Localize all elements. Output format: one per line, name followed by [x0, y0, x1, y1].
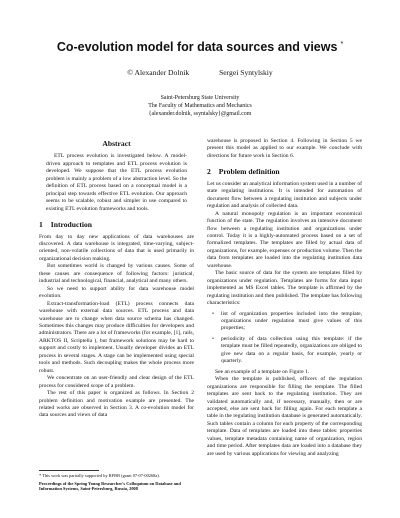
section-heading [39, 221, 194, 228]
list-item-text: list of organization properties included into the template, organizations under regulation must give values of this properties; [221, 310, 362, 332]
bullet-icon: • [212, 335, 214, 342]
list-item-text: periodicity of data collection using this template: if the template must be filled repeatedly, organizations are obliged to give new data on a regular basis, for example, yearly or quarterly. [221, 335, 362, 365]
abstract-text: ETL process evolution is investigated below. A model-driven approach to templates and ETL process evolution is developed. We suppose that the ETL process evolution problem is mainly a problem of a low abstraction level. So the definition of ETL process based on a conceptual model is a principal step towards effective ETL evolution. Our approach seems to be scalable, robust and simpler in use compared to existing ETL evolution frameworks and tools. [46, 153, 187, 212]
paragraph: The rest of this paper is organized as follows. In Section 2 problem definition and motivation example are presented. The related works are observed in Section 3. A co-evolution model for data sources and views of data [39, 390, 194, 419]
author-name: Sergei Syntylskiy [219, 68, 273, 77]
footnote-divider [39, 470, 99, 471]
bullet-list [207, 311, 362, 366]
footnote-block [39, 470, 194, 492]
section-number: 2 [207, 167, 211, 177]
paragraph: See an example of a template on Figure 1. [215, 368, 310, 375]
paragraph: When the template is published, officers of the regulation organizations are responsible for filling the template. The filled templates are sent back to the regulating institution. They are validated automatically and, if necessary, manually, then or are accepted, else are sent back for filling again. For each template a table in the regulating institution database is generated automatically. Such tables contain a column for each property of the corresponding template. Data of templates are loaded into these tables: properties values, template metadata containing name of organization, region and time period. After templates data are loaded into a database they are used by various applications for viewing and analyzing [207, 376, 362, 457]
proceedings-note: Proceedings of the Spring Young Researcher's Colloquium on Database and Information Systems, Saint-Petersburg, Russia, 2008 [39, 480, 181, 492]
list-item [212, 335, 362, 366]
paper-title [0, 40, 400, 54]
paragraph: But sometimes world is changed by various causes. Some of these causes are consequence of following factors: juristical, industrial and technological, financial, analytical and many others. [39, 263, 194, 285]
paragraph: So we need to support ability for data warehouse model evolution. [39, 285, 194, 300]
list-item [212, 310, 362, 333]
paragraph: Extract-transformation-load (ETL) process connects data warehouse with external data sources. ETL process and data warehouse are to change when data source schema has changed. Sometimes this changes may produce difficulties for developers and administrators. There are a lot of frameworks (for example, [1], rails, ARKTOS II, Scriptella ), but framework solutions may be hard to support and costly to implement. Usually developer divides an ETL process in several stages. A stage can be implemented using special tools and methods. Such decoupling makes the whole process more robust. [39, 300, 194, 374]
paragraph: Let us consider an analytical information system used in a number of state regulating institutions. It is intended for automation of document flow between a regulating institution and subjects under regulation and analysis of collected data. [207, 180, 362, 210]
affiliation-email: {alexander.dolnik, ssyntalsky}@gmail.com [148, 111, 252, 118]
footnote-text: * This work was partially supported by RFBR (grant 07-07-00268a). [39, 473, 160, 478]
abstract-body [39, 153, 194, 213]
abstract-heading: Abstract [102, 139, 131, 148]
bullet-icon: • [212, 310, 214, 317]
section-title: Problem definition [218, 167, 280, 177]
section-title: Introduction [50, 220, 93, 230]
title-text: Co-evolution model for data sources and views [56, 40, 338, 54]
paragraph: We concentrate on an user-friendly and clear design of the ETL process for considered scope of a problem. [39, 375, 194, 389]
section-number: 1 [39, 220, 43, 230]
affiliation-faculty: The Faculty of Mathematics and Mechanics [148, 103, 252, 110]
paragraph: From day to day new applications of data warehouses are discovered. A data warehouse is integrated, time-varying, subject-oriented, non-volatile collections of data that is used primarily in organizational decision making. [39, 233, 194, 262]
affiliation-block [0, 94, 400, 119]
section-heading [207, 168, 362, 175]
author-line [0, 68, 400, 77]
paragraph: A natural monopoly regulation is an important economical function of the state. The regulation involves an intensive document flow between a regulating institution and organizations under control. Today it is a highly-automated process based on a set of formalized templates. The templates are filled by actual data of organizations, for example, expenses or production volume. Then the data from templates are loaded into the regulating institution data warehouse. [207, 210, 362, 269]
right-column [207, 138, 362, 458]
left-column [39, 140, 194, 420]
author-name: © Alexander Dolnik [127, 68, 190, 77]
paragraph: The basic source of data for the system are templates filled by organizations under regulation. Templates are forms for data input implemented as MS Excel tables. The template is affirmed by the regulating institution and then published. The template has following characteristics: [207, 270, 362, 307]
affiliation-university: Saint-Petersburg State University [160, 95, 240, 101]
paragraph: warehouse is proposed in Section 4. Following in Section 5 we present this model as applied to our example. We conclude with directions for future work in Section 6. [207, 138, 362, 159]
title-footnote-mark: * [340, 40, 344, 48]
